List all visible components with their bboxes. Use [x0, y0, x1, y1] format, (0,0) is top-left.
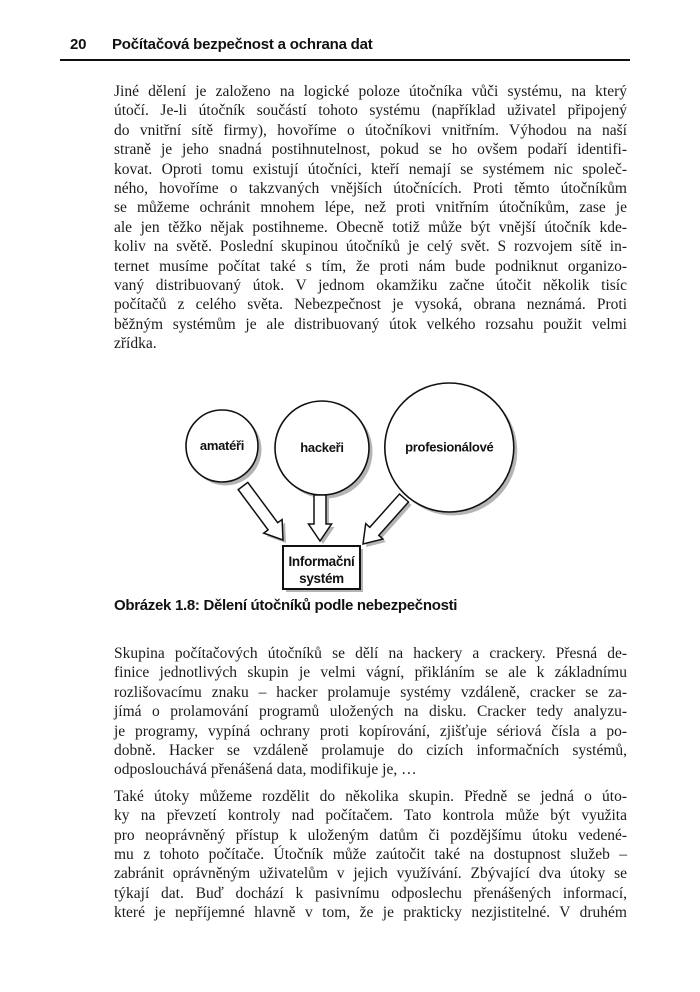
text-line: je programy, vypíná ochrany proti kopírování, zjišťuje sériová čísla a po-	[114, 722, 627, 740]
text-line: Jiné dělení je založeno na logické poloze útočníka vůči systému, na který	[114, 83, 627, 100]
text-line: Také útoky můžeme rozdělit do několika skupin. Předně se jedná o úto-	[114, 787, 627, 805]
hackeri-label: hackeři	[300, 440, 344, 455]
text-line: straně je jeho snadná postihnutelnost, pokud se ho ovšem podaří identifi-	[114, 141, 627, 159]
text-line: mu z tohoto počítače. Útočník může zaútočit také na dostupnost služeb –	[114, 846, 627, 864]
text-line: se můžeme ochránit mnohem lépe, než proti vnitřním útočníkům, zase je	[114, 199, 627, 217]
text-line: finice jednotlivých skupin je velmi vágní, přikláním se ale k základnímu	[114, 664, 627, 682]
text-line: vaný distribuovaný útok. V jednom okamžiku začne útočit několik tisíc	[114, 277, 627, 295]
info-system-label-line2: systém	[299, 571, 344, 586]
figure-diagram	[165, 375, 535, 600]
paragraph	[114, 644, 627, 780]
amateri-label: amatéři	[199, 438, 245, 453]
after-figure-text-block	[114, 644, 627, 923]
text-line: Skupina počítačových útočníků se dělí na hackery a crackery. Přesná de-	[114, 645, 627, 662]
text-line: běžným systémům je ale distribuovaný útok velkého rozsahu použit velmi	[114, 315, 627, 333]
paragraph	[114, 82, 627, 354]
text-line: dobně. Hacker se vzdáleně prolamuje do cizích informačních systémů,	[114, 742, 627, 760]
text-line: ného, hovoříme o takzvaných vnějších útočnících. Proti těmto útočníkům	[114, 180, 627, 198]
intro-text-block	[114, 82, 627, 354]
text-line: do vnitřní sítě firmy), hovoříme o útočníkovi vnitřním. Výhodou na naší	[114, 121, 627, 139]
running-header-title: Počítačová bezpečnost a ochrana dat	[112, 36, 373, 53]
text-line: ternet musíme počítat také s tím, že proti nám bude podniknut organizo-	[114, 257, 627, 275]
profesionalove-label: profesionálové	[405, 439, 494, 455]
arrow-profesionalove-to-system-icon	[363, 494, 409, 544]
text-line: ky na převzetí kontroly nad počítačem. Tato kontrola může být využita	[114, 807, 627, 825]
text-line: zřídka.	[114, 335, 157, 353]
header-rule	[60, 59, 630, 61]
text-line: které je nepříjemné hlavně v tom, že je prakticky nezjistitelné. V druhém	[114, 904, 627, 922]
text-line: odposlouchává přenášená data, modifikuje je, …	[114, 761, 417, 779]
text-line: počítačů z celého světa. Nebezpečnost je vysoká, obrana neznámá. Proti	[114, 296, 627, 314]
text-line: zabránit oprávněným uživatelům v jejich využívání. Zbývající dva útoky se	[114, 865, 627, 883]
figure-caption: Obrázek 1.8: Dělení útočníků podle nebezpečnosti	[114, 597, 458, 614]
text-line: pro neoprávněný přístup k uloženým datům či pozdějšímu útoku vedené-	[114, 826, 627, 844]
page-number: 20	[70, 36, 87, 53]
text-line: útočí. Je-li útočník součástí tohoto systému (například uživatel připojený	[114, 102, 627, 120]
paragraph	[114, 787, 627, 923]
info-system-label-line1: Informační	[288, 554, 355, 569]
text-line: ale jen těžko nějak postihneme. Obecně totiž může být vnější útočník kde-	[114, 218, 627, 236]
text-line: kovat. Oproti tomu existují útočníci, kteří nemají se systémem nic společ-	[114, 160, 627, 178]
arrow-amateri-to-system-icon	[238, 482, 283, 540]
text-line: koliv na světě. Poslední skupinou útočníků je celý svět. S rozvojem sítě in-	[114, 238, 627, 256]
text-line: týkají dat. Buď dochází k pasivnímu odposlechu přenášených informací,	[114, 884, 627, 902]
text-line: jímá o prolamování programů uložených na disku. Cracker tedy analyzu-	[114, 703, 627, 721]
text-line: rozlišovacímu znaku – hacker prolamuje systémy vzdáleně, cracker se za-	[114, 683, 627, 701]
